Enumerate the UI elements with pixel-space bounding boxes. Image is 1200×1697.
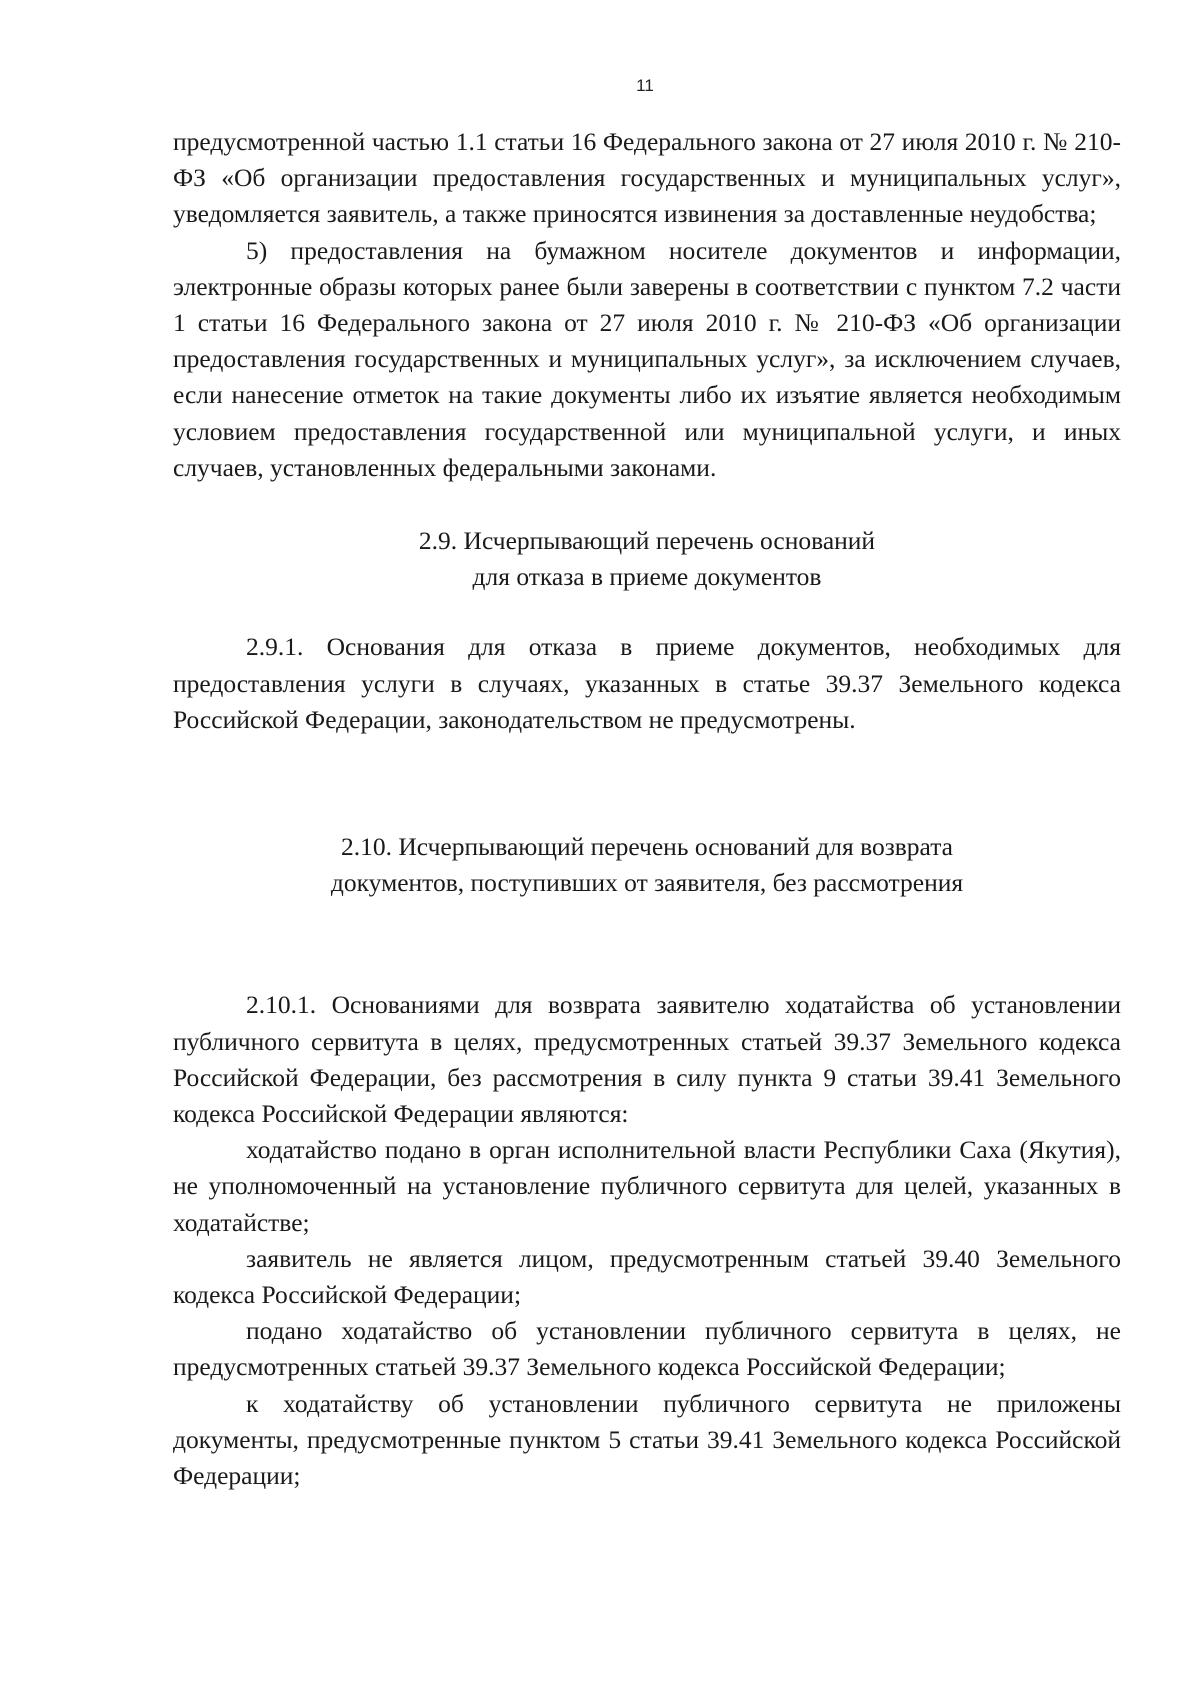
- page-number: 11: [636, 76, 654, 95]
- document-body: [173, 124, 1121, 1494]
- paragraph-2-10-1: 2.10.1. Основаниями для возврата заявителю ходатайства об установлении публичного сервитута в целях, предусмотренных статьей 39.37 Земельного кодекса Российской Федерации, без рассмотрения в силу пункта 9 статьи 39.41 Земельного кодекса Российской Федерации являются:: [173, 990, 1121, 1129]
- list-item-missing-documents: к ходатайству об установлении публичного сервитута не приложены документы, предусмотренные пунктом 5 статьи 39.41 Земельного кодекса Российской Федерации;: [173, 1388, 1121, 1491]
- section-heading-2-10-line-2: документов, поступивших от заявителя, без рассмотрения: [330, 868, 964, 898]
- section-heading-2-9: [173, 523, 1121, 595]
- list-item-wrong-authority: ходатайство подано в орган исполнительной власти Республики Саха (Якутия), не уполномоченный на установление публичного сервитута для целей, указанных в ходатайстве;: [173, 1135, 1121, 1237]
- paragraph-2-9-1: 2.9.1. Основания для отказа в приеме документов, необходимых для предоставления услуги в случаях, указанных в статье 39.37 Земельного кодекса Российской Федерации, законодательством не предусмотрены.: [173, 632, 1121, 734]
- section-heading-2-10-line-1: 2.10. Исчерпывающий перечень оснований для возврата: [341, 832, 953, 862]
- list-item-not-eligible-applicant: заявитель не является лицом, предусмотренным статьей 39.40 Земельного кодекса Российской Федерации;: [173, 1243, 1121, 1310]
- paragraph-item-5: 5) предоставления на бумажном носителе документов и информации, электронные образы которых ранее были заверены в соответствии с пунктом 7.2 части 1 статьи 16 Федерального закона от 27 июля 2010 г. № 210-ФЗ «Об организации предоставления государственных и муниципальных услуг», за исключением случаев, если нанесение отметок на такие документы либо их изъятие является необходимым условием предоставления государственной или муниципальной услуги, и иных случаев, установленных федеральными законами.: [173, 235, 1121, 482]
- section-heading-2-10: [173, 829, 1121, 901]
- paragraph-continuation: предусмотренной частью 1.1 статьи 16 Федерального закона от 27 июля 2010 г. № 210-ФЗ «Об организации предоставления государственных и муниципальных услуг», уведомляется заявитель, а также приносятся извинения за доставленные неудобства;: [173, 127, 1121, 229]
- list-item-wrong-purpose: подано ходатайство об установлении публичного сервитута в целях, не предусмотренных статьей 39.37 Земельного кодекса Российской Федерации;: [173, 1316, 1121, 1382]
- section-heading-2-9-line-2: для отказа в приеме документов: [472, 562, 822, 592]
- section-heading-2-9-line-1: 2.9. Исчерпывающий перечень оснований: [418, 526, 876, 556]
